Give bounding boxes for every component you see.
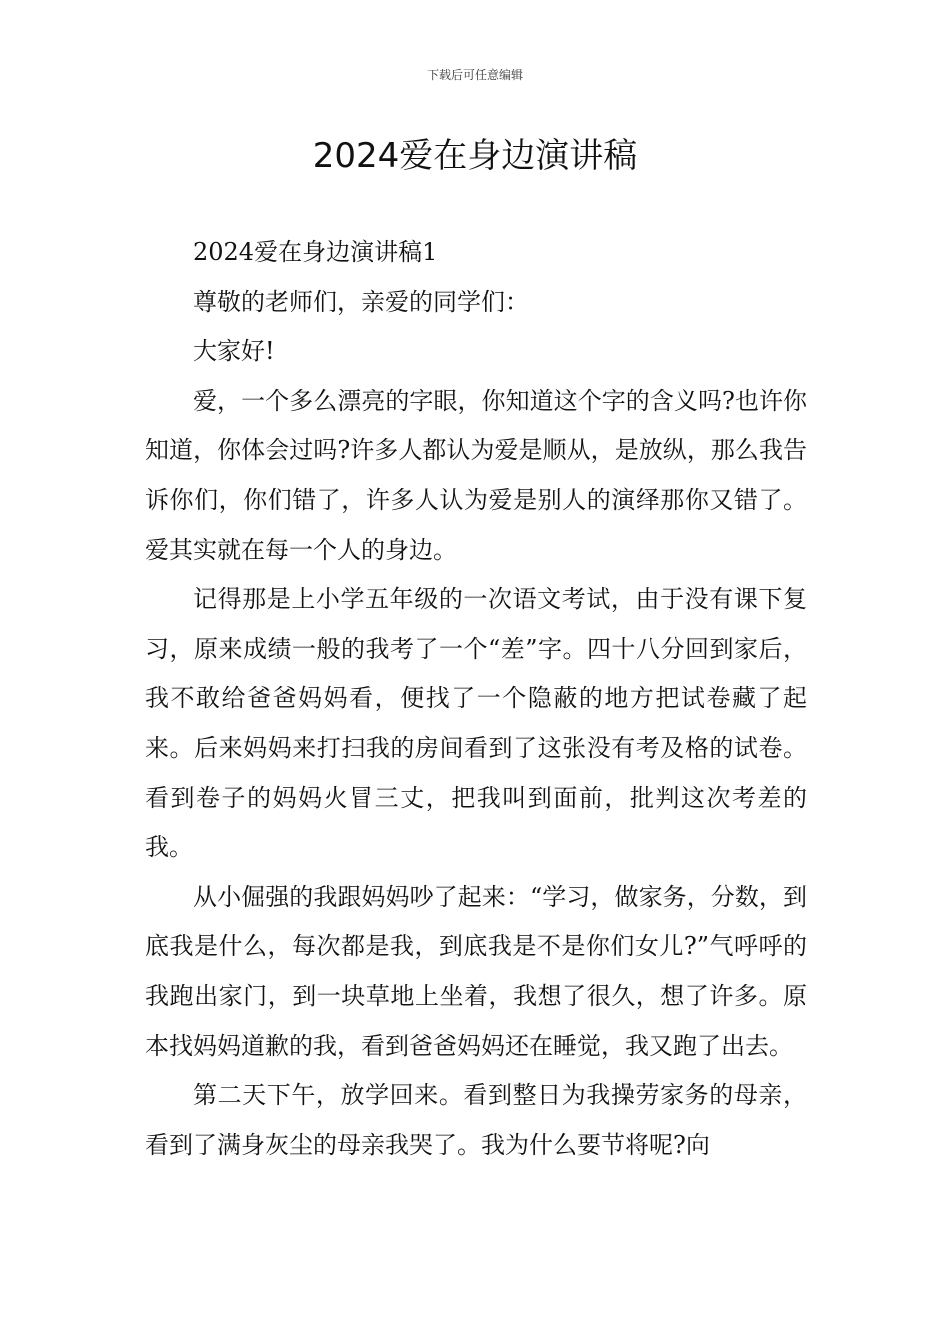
paragraph-salutation: 尊敬的老师们，亲爱的同学们： [193, 287, 529, 316]
header-note: 下载后可任意编辑 [426, 68, 523, 82]
paragraph-greeting: 大家好! [193, 337, 275, 366]
document-body [145, 228, 807, 1170]
document-title: 2024爱在身边演讲稿 [312, 136, 638, 176]
paragraph-subtitle: 2024爱在身边演讲稿1 [193, 238, 438, 266]
paragraph: 记得那是上小学五年级的一次语文考试，由于没有课下复习，原来成绩一般的我考了一个“差”字。四十八分回到家后，我不敢给爸爸妈妈看，便找了一个隐蔽的地方把试卷藏了起来。后来妈妈来打扫我的房间看到了这张没有考及格的试卷。看到卷子的妈妈火冒三丈，把我叫到面前，批判这次考差的我。 [145, 585, 807, 862]
paragraph: 从小倔强的我跟妈妈吵了起来：“学习，做家务，分数，到底我是什么，每次都是我，到底我是不是你们女儿?”气呼呼的我跑出家门，到一块草地上坐着，我想了很久，想了许多。原本找妈妈道歉的我，看到爸爸妈妈还在睡觉，我又跑了出去。 [145, 882, 807, 1060]
paragraph: 爱，一个多么漂亮的字眼，你知道这个字的含义吗?也许你知道，你体会过吗?许多人都认为爱是顺从，是放纵，那么我告诉你们，你们错了，许多人认为爱是别人的演绎那你又错了。爱其实就在每一个人的身边。 [145, 386, 807, 564]
paragraph: 第二天下午，放学回来。看到整日为我操劳家务的母亲，看到了满身灰尘的母亲我哭了。我为什么要节将呢?向 [145, 1081, 807, 1159]
